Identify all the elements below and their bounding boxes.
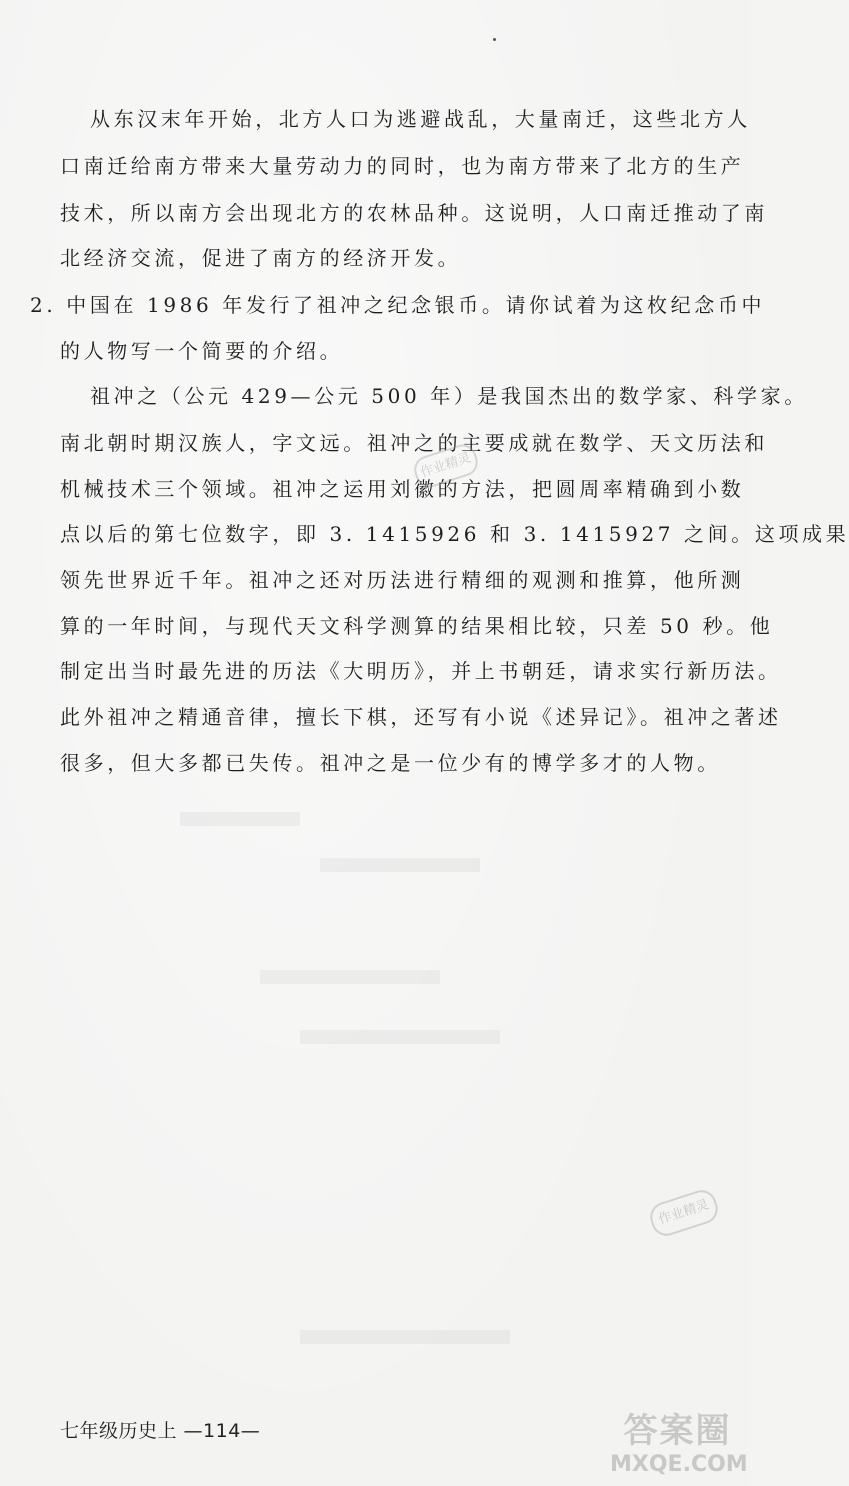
paragraph1-line-3: 技术，所以南方会出现北方的农林品种。这说明，人口南迁推动了南 <box>60 201 768 225</box>
bleed-through-mark <box>320 858 480 872</box>
answer2-line-2: 南北朝时期汉族人，字文远。祖冲之的主要成就在数学、天文历法和 <box>60 431 768 455</box>
answer2-line-6: 算的一年时间，与现代天文科学测算的结果相比较，只差 50 秒。他 <box>60 614 774 638</box>
answer2-line-9: 很多，但大多都已失传。祖冲之是一位少有的博学多才的人物。 <box>60 751 721 775</box>
watermark-logo-main: 答案圈 <box>623 1411 732 1451</box>
bleed-through-mark <box>260 970 440 984</box>
paragraph1-line-2: 口南迁给南方带来大量劳动力的同时，也为南方带来了北方的生产 <box>60 154 745 178</box>
question2-line-1: 2. 中国在 1986 年发行了祖冲之纪念银币。请你试着为这枚纪念币中 <box>30 293 766 317</box>
page-footer: 七年级历史上 —114— <box>60 1420 261 1442</box>
answer2-line-1: 祖冲之（公元 429—公元 500 年）是我国杰出的数学家、科学家。 <box>90 384 808 408</box>
answer2-line-5: 领先世界近千年。祖冲之还对历法进行精细的观测和推算，他所测 <box>60 568 745 592</box>
watermark-logo <box>610 1410 748 1482</box>
question2-line-2: 的人物写一个简要的介绍。 <box>60 339 344 363</box>
paragraph1-line-4: 北经济交流，促进了南方的经济开发。 <box>60 246 462 270</box>
bleed-through-mark <box>300 1330 510 1344</box>
watermark-badge: 作业精灵 <box>646 1186 721 1239</box>
paragraph1-line-1: 从东汉末年开始，北方人口为逃避战乱，大量南迁，这些北方人 <box>90 107 751 131</box>
answer2-line-3: 机械技术三个领域。祖冲之运用刘徽的方法，把圆周率精确到小数 <box>60 477 745 501</box>
bleed-through-mark <box>180 812 300 826</box>
watermark-badge: 作业精灵 <box>411 441 482 491</box>
scan-speck <box>493 38 496 41</box>
answer2-line-8: 此外祖冲之精通音律，擅长下棋，还写有小说《述异记》。祖冲之著述 <box>60 705 782 729</box>
bleed-through-mark <box>300 1030 500 1044</box>
answer2-line-4: 点以后的第七位数字，即 3. 1415926 和 3. 1415927 之间。这项成果 <box>60 522 849 546</box>
watermark-logo-url: MXQE.COM <box>610 1452 748 1477</box>
answer2-line-7: 制定出当时最先进的历法《大明历》，并上书朝廷，请求实行新历法。 <box>60 659 782 683</box>
